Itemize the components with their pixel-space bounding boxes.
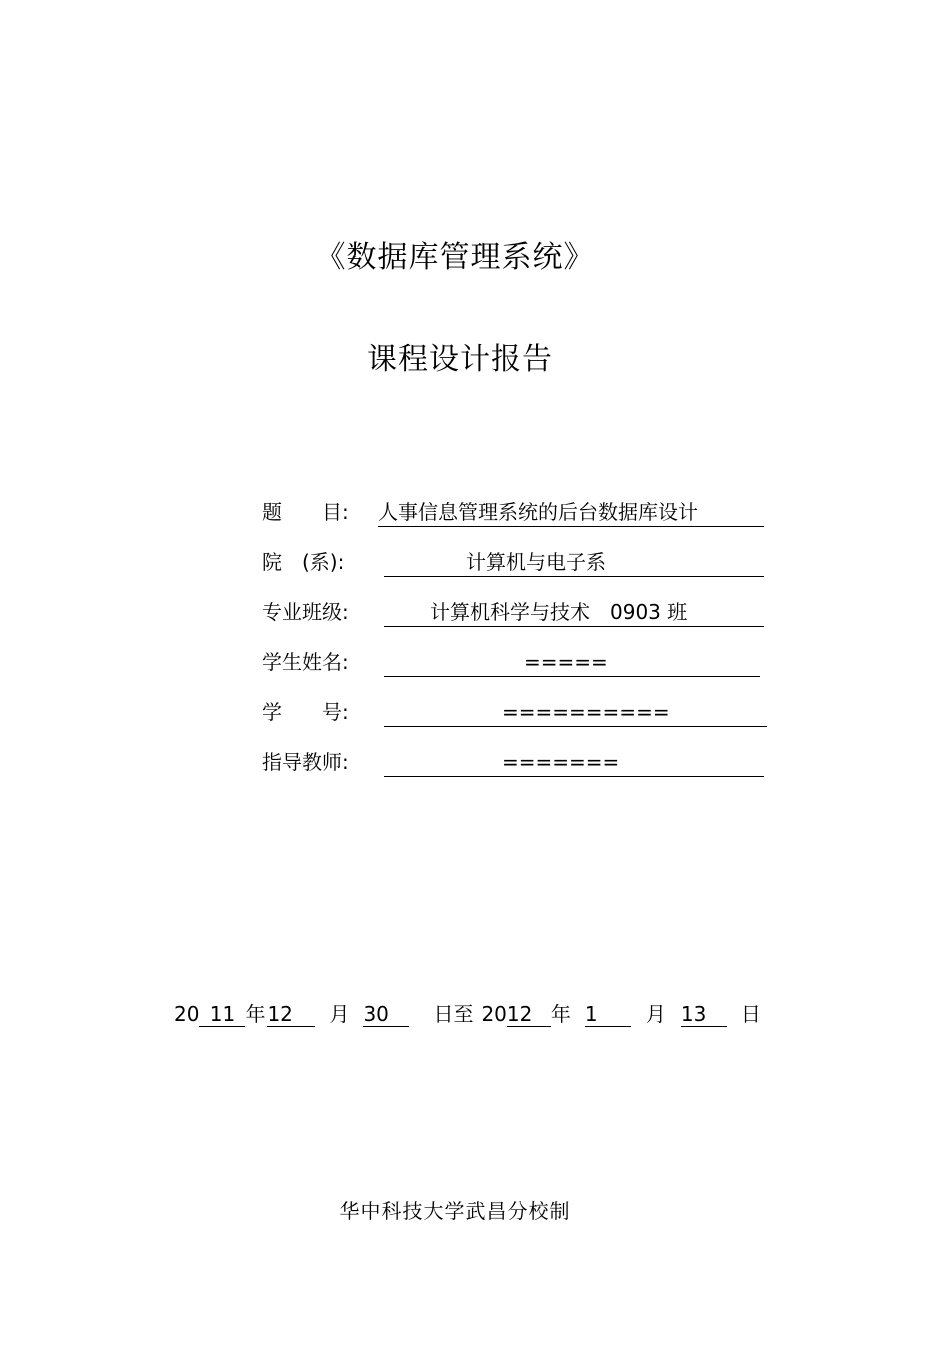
report-title: 《数据库管理系统》 <box>315 240 595 275</box>
start-year-prefix: 20 <box>174 1002 200 1026</box>
start-year-char: 年 <box>245 1002 266 1026</box>
start-month: 12 <box>267 1002 315 1027</box>
topic-value: 人事信息管理系统的后台数据库设计 <box>378 498 764 527</box>
report-subtitle: 课程设计报告 <box>367 342 553 377</box>
class-value: 计算机科学与技术 0903 班 <box>384 598 764 627</box>
class-label: 专业班级: <box>262 600 349 624</box>
student-id-label: 学 号: <box>262 700 349 724</box>
end-year: 12 <box>507 1002 551 1027</box>
end-day-char: 日 <box>740 1002 761 1026</box>
date-range <box>174 1000 761 1028</box>
day-to-char: 日至 <box>433 1002 474 1026</box>
start-day: 30 <box>363 1002 409 1027</box>
end-year-char: 年 <box>550 1002 571 1026</box>
student-name-label: 学生姓名: <box>262 650 349 674</box>
advisor-label: 指导教师: <box>262 750 349 774</box>
student-id-value: ========== <box>384 698 767 727</box>
topic-label: 题 目: <box>262 500 349 524</box>
start-year: 11 <box>199 1002 245 1027</box>
end-month: 1 <box>585 1002 631 1027</box>
department-value: 计算机与电子系 <box>384 548 764 577</box>
start-month-char: 月 <box>329 1002 350 1026</box>
student-name-value: ===== <box>384 648 760 677</box>
advisor-value: ======= <box>384 748 764 777</box>
school-name: 华中科技大学武昌分校制 <box>339 1199 571 1223</box>
end-day: 13 <box>681 1002 727 1027</box>
end-month-char: 月 <box>645 1002 666 1026</box>
department-label: 院 (系): <box>262 550 345 574</box>
end-year-prefix: 20 <box>481 1002 507 1026</box>
